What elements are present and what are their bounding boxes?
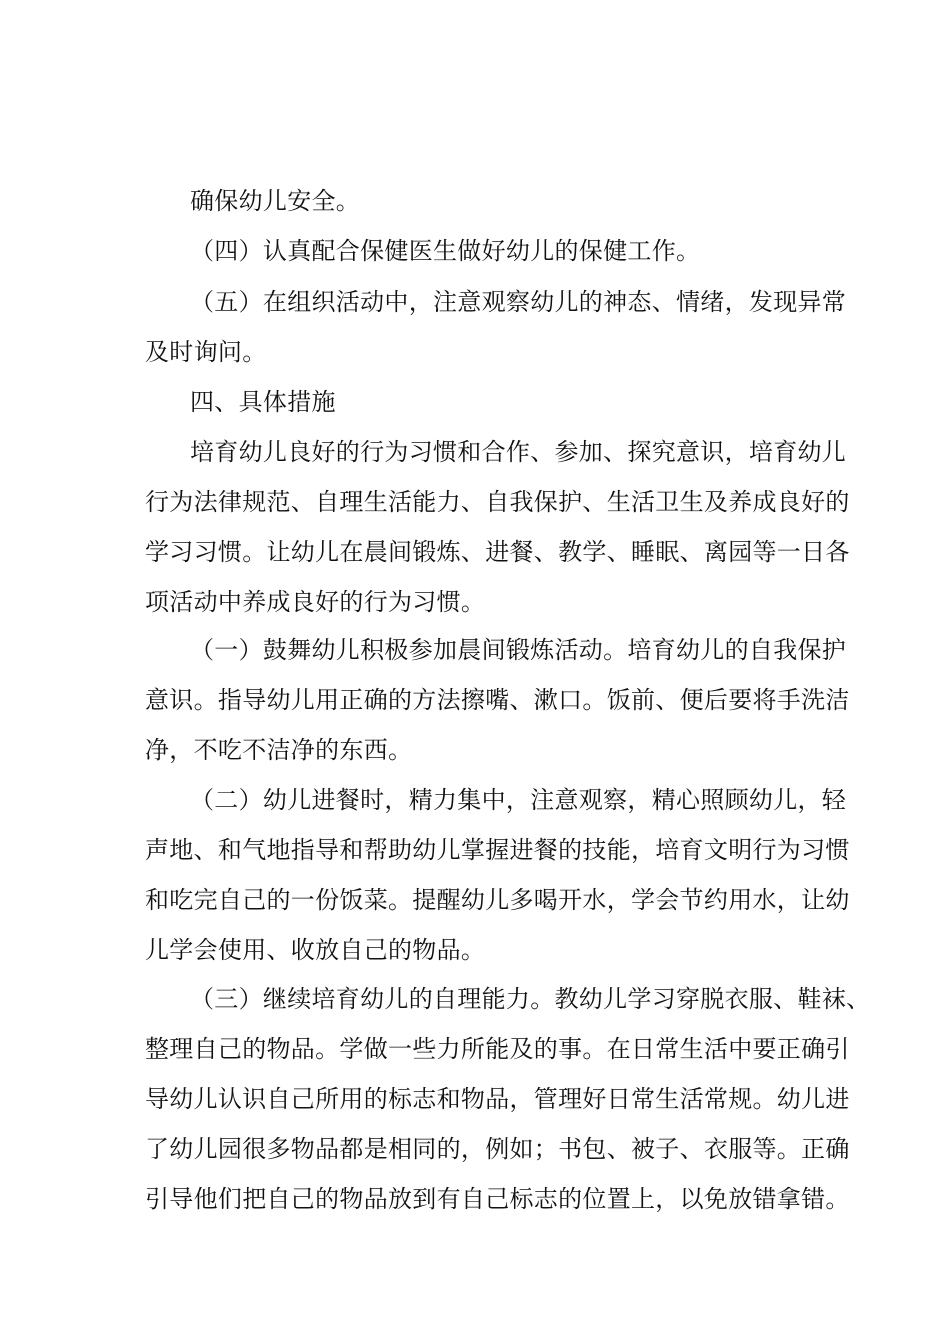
text-line: 了幼儿园很多物品都是相同的，例如；书包、被子、衣服等。正确: [145, 1135, 850, 1163]
text-line: 行为法律规范、自理生活能力、自我保护、生活卫生及养成良好的: [145, 488, 850, 516]
text-line: （五）在组织活动中，注意观察幼儿的神态、情绪，发现异常: [190, 288, 847, 316]
text-line: 和吃完自己的一份饭菜。提醒幼儿多喝开水，学会节约用水，让幼: [145, 886, 850, 914]
text-line: （三）继续培育幼儿的自理能力。教幼儿学习穿脱衣服、鞋袜、: [190, 985, 871, 1013]
text-line: 导幼儿认识自己所用的标志和物品，管理好日常生活常规。幼儿进: [145, 1085, 850, 1113]
text-line: 及时询问。: [145, 338, 267, 366]
section-heading: 四、具体措施: [190, 388, 336, 416]
text-line: （四）认真配合保健医生做好幼儿的保健工作。: [190, 237, 701, 265]
text-line: 学习习惯。让幼儿在晨间锻炼、进餐、教学、睡眠、离园等一日各: [145, 538, 850, 566]
text-line: 整理自己的物品。学做一些力所能及的事。在日常生活中要正确引: [145, 1035, 850, 1063]
text-line: 意识。指导幼儿用正确的方法擦嘴、漱口。饭前、便后要将手洗洁: [145, 686, 850, 714]
text-line: 引导他们把自己的物品放到有自己标志的位置上，以免放错拿错。: [145, 1185, 850, 1213]
text-line: 儿学会使用、收放自己的物品。: [145, 936, 486, 964]
text-line: （一）鼓舞幼儿积极参加晨间锻炼活动。培育幼儿的自我保护: [190, 636, 847, 664]
text-line: 培育幼儿良好的行为习惯和合作、参加、探究意识，培育幼儿: [190, 438, 847, 466]
text-line: 净，不吃不洁净的东西。: [145, 736, 413, 764]
text-line: （二）幼儿进餐时，精力集中，注意观察，精心照顾幼儿，轻: [190, 786, 847, 814]
text-line: 声地、和气地指导和帮助幼儿掌握进餐的技能，培育文明行为习惯: [145, 836, 850, 864]
text-line: 项活动中养成良好的行为习惯。: [145, 588, 486, 616]
text-line: 确保幼儿安全。: [190, 187, 361, 215]
